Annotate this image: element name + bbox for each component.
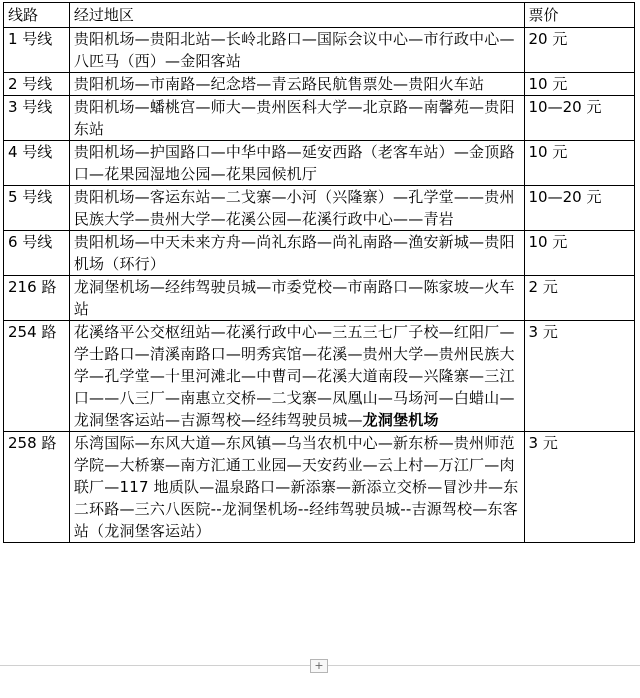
cell-route: 贵阳机场—贵阳北站—长岭北路口—国际会议中心—市行政中心—八匹马（西）—金阳客站 [69, 28, 524, 73]
route-text: 花溪络平公交枢纽站—花溪行政中心—三五三七厂子校—红阳厂—学士路口—清溪南路口—明秀宾馆—花溪—贵州大学—贵州民族大学—孔学堂—十里河滩北—中曹司—花溪大道南段—兴隆寨—三江口——八三厂—南惠立交桥—二戈寨—凤凰山—马场河—白蜡山—龙洞堡客运站—吉源驾校—经纬驾驶员城— [73, 323, 515, 429]
route-table-container [3, 2, 635, 543]
table-row [4, 276, 635, 321]
table-row [4, 432, 635, 543]
cell-route [69, 321, 524, 432]
cell-route: 贵阳机场—中天未来方舟—尚礼东路—尚礼南路—渔安新城—贵阳机场（环行） [69, 231, 524, 276]
route-text-bold: 龙洞堡机场 [362, 411, 439, 429]
route-table [3, 2, 635, 543]
cell-fare: 10 元 [524, 141, 634, 186]
cell-fare: 10 元 [524, 73, 634, 96]
cell-route: 贵阳机场—蟠桃宫—师大—贵州医科大学—北京路—南馨苑—贵阳东站 [69, 96, 524, 141]
cell-line: 4 号线 [4, 141, 70, 186]
cell-fare: 10—20 元 [524, 96, 634, 141]
cell-route: 乐湾国际—东风大道—东风镇—乌当农机中心—新东桥—贵州师范学院—大桥寨—南方汇通工业园—天安药业—云上村—万江厂—肉联厂—117 地质队—温泉路口—新添寨—新添立交桥—冒沙井—东二环路—三六八医院--龙洞堡机场--经纬驾驶员城--吉源驾校—东客站（龙洞堡客运站） [69, 432, 524, 543]
header-fare: 票价 [524, 3, 634, 28]
header-route: 经过地区 [69, 3, 524, 28]
cell-line: 2 号线 [4, 73, 70, 96]
cell-line: 1 号线 [4, 28, 70, 73]
cell-line: 258 路 [4, 432, 70, 543]
cell-route: 龙洞堡机场—经纬驾驶员城—市委党校—市南路口—陈家坡—火车站 [69, 276, 524, 321]
table-row [4, 321, 635, 432]
cell-route: 贵阳机场—客运东站—二戈寨—小河（兴隆寨）—孔学堂——贵州民族大学—贵州大学—花溪公园—花溪行政中心——青岩 [69, 186, 524, 231]
cell-fare: 3 元 [524, 321, 634, 432]
cell-fare: 10 元 [524, 231, 634, 276]
table-row [4, 73, 635, 96]
cell-fare: 3 元 [524, 432, 634, 543]
cell-route: 贵阳机场—护国路口—中华中路—延安西路（老客车站）—金顶路口—花果园湿地公园—花果园候机厅 [69, 141, 524, 186]
cell-line: 254 路 [4, 321, 70, 432]
cell-line: 216 路 [4, 276, 70, 321]
table-row [4, 96, 635, 141]
cell-line: 6 号线 [4, 231, 70, 276]
add-row-button[interactable]: + [310, 659, 328, 673]
header-line: 线路 [4, 3, 70, 28]
cell-route: 贵阳机场—市南路—纪念塔—青云路民航售票处—贵阳火车站 [69, 73, 524, 96]
table-row [4, 231, 635, 276]
cell-fare: 2 元 [524, 276, 634, 321]
cell-line: 3 号线 [4, 96, 70, 141]
cell-fare: 10—20 元 [524, 186, 634, 231]
table-header-row [4, 3, 635, 28]
table-row [4, 141, 635, 186]
table-row [4, 28, 635, 73]
table-row [4, 186, 635, 231]
cell-line: 5 号线 [4, 186, 70, 231]
cell-fare: 20 元 [524, 28, 634, 73]
